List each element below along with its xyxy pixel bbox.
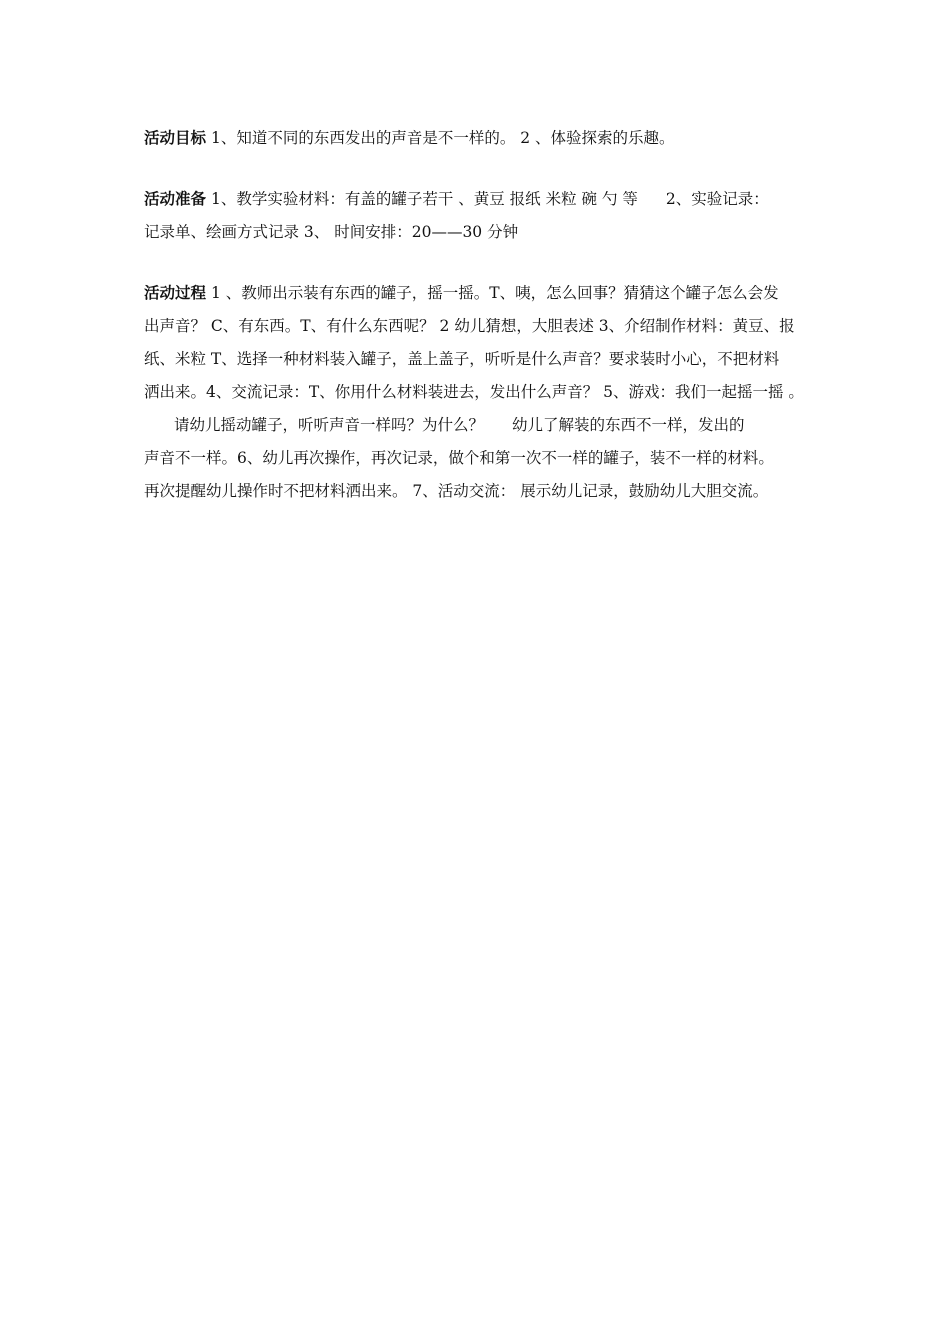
goal-text: 1、知道不同的东西发出的声音是不一样的。 2 、体验探索的乐趣。 <box>210 129 675 147</box>
process-section <box>144 277 816 508</box>
goal-section <box>144 122 816 155</box>
process-heading: 活动过程 <box>144 284 207 302</box>
preparation-heading: 活动准备 <box>144 190 207 208</box>
process-line-7: 再次提醒幼儿操作时不把材料洒出来。 7、活动交流： 展示幼儿记录，鼓励幼儿大胆交流。 <box>144 482 769 500</box>
process-line-4: 洒出来。4、交流记录：T、你用什么材料装进去，发出什么声音？ 5、游戏：我们一起摇一摇 。 <box>144 383 804 401</box>
process-line-6: 声音不一样。6、幼儿再次操作，再次记录，做个和第一次不一样的罐子，装不一样的材料。 <box>144 449 774 467</box>
process-line-2: 出声音？ C、有东西。T、有什么东西呢？ 2 幼儿猜想，大胆表述 3、介绍制作材料：黄豆、报 <box>144 317 795 335</box>
process-text-1: 1 、教师出示装有东西的罐子，摇一摇。T、咦，怎么回事？猜猜这个罐子怎么会发 <box>210 284 779 302</box>
process-line-3: 纸、米粒 T、选择一种材料装入罐子，盖上盖子，听听是什么声音？要求装时小心，不把材料 <box>144 350 780 368</box>
process-line-5 <box>144 409 816 442</box>
process-line-1 <box>144 277 816 310</box>
preparation-line-1 <box>144 183 816 216</box>
preparation-line-2: 记录单、绘画方式记录 3、 时间安排：20——30 分钟 <box>144 223 519 241</box>
process-text-5a: 请幼儿摇动罐子，听听声音一样吗？为什么？ <box>174 416 485 434</box>
preparation-text-1a: 1、教学实验材料：有盖的罐子若干 、黄豆 报纸 米粒 碗 勺 等 <box>210 190 638 208</box>
process-text-5b: 幼儿了解装的东西不一样，发出的 <box>512 416 745 434</box>
goal-heading: 活动目标 <box>144 129 207 147</box>
document-body <box>144 122 816 508</box>
preparation-section <box>144 183 816 249</box>
preparation-text-1b: 2、实验记录： <box>665 190 769 208</box>
goal-line <box>144 122 816 155</box>
